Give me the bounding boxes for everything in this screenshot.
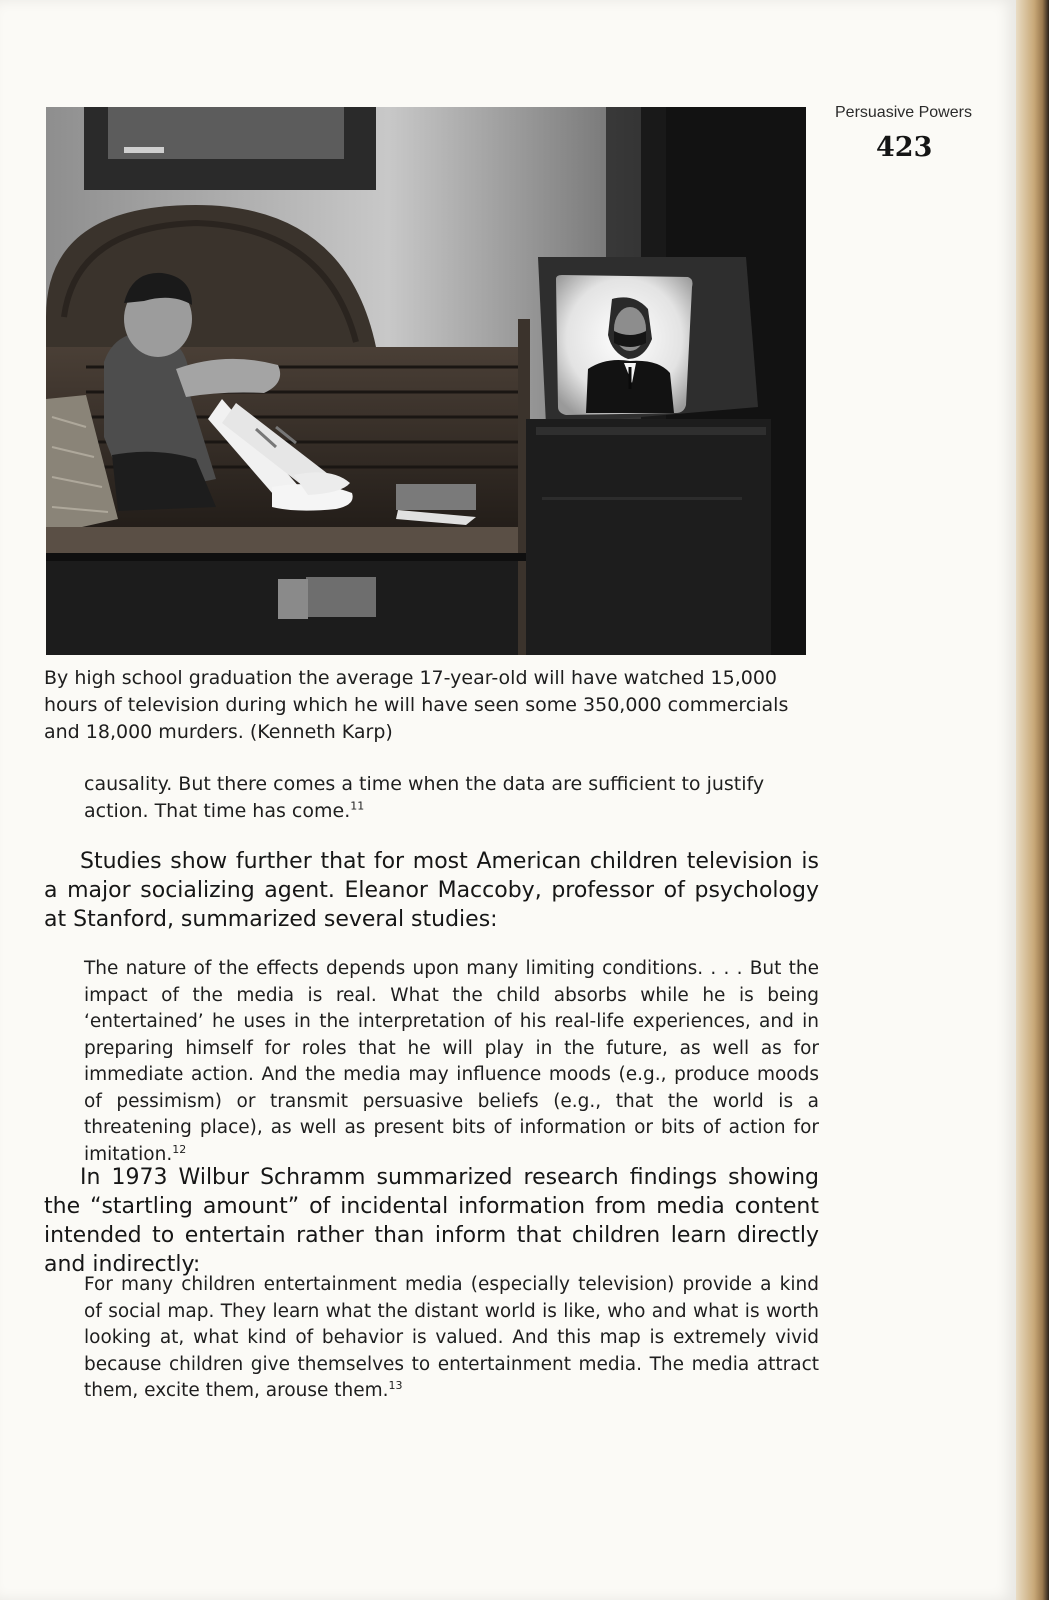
footnote-marker-13: 13 (388, 1378, 403, 1392)
page-edge (1016, 0, 1049, 1600)
footnote-marker-11: 11 (350, 799, 365, 813)
paragraph-maccoby-intro: Studies show further that for most American children television is a major socializing agent. Eleanor Maccoby, professor of psychology at Stanford, summarized several studies: (44, 849, 819, 932)
blockquote-schramm-text: For many children entertainment media (especially television) provide a kind of social map. They learn what the distant world is like, who and what is worth looking at, what kind of behavior is valued. And this map is extremely vivid because children give themselves to entertainment media. The media attract them, excite them, arouse them. (84, 1274, 819, 1401)
quote-continuation-text: causality. But there comes a time when the data are sufficient to justify action. That time has come. (84, 773, 765, 822)
paragraph-schramm-intro: In 1973 Wilbur Schramm summarized research findings showing the “startling amount” of incidental information from media content intended to entertain rather than inform that children learn directly and indirectly: (44, 1165, 819, 1277)
page-number: 423 (876, 132, 933, 163)
blockquote-schramm (84, 1272, 819, 1405)
blockquote-maccoby-text: The nature of the effects depends upon many limiting conditions. . . . But the impact of the media is real. What the child absorbs while he is being ‘entertained’ he uses in the interpretation of his real-life experiences, and in preparing himself for roles that he will play in the future, as well as for immediate action. And the media may influence moods (e.g., produce moods of pessimism) or transmit persuasive beliefs (e.g., that the world is a threatening place), as well as present bits of information or bits of action for imitation. (84, 958, 819, 1165)
quote-continuation (84, 771, 819, 825)
running-head: Persuasive Powers (835, 104, 972, 121)
photo-caption: By high school graduation the average 17-year-old will have watched 15,000 hours of television during which he will have seen some 350,000 commercials and 18,000 murders. (Kenneth Karp) (44, 667, 789, 743)
blockquote-maccoby (84, 956, 819, 1168)
photograph-boy-watching-tv (46, 107, 806, 655)
footnote-marker-12: 12 (172, 1142, 187, 1156)
